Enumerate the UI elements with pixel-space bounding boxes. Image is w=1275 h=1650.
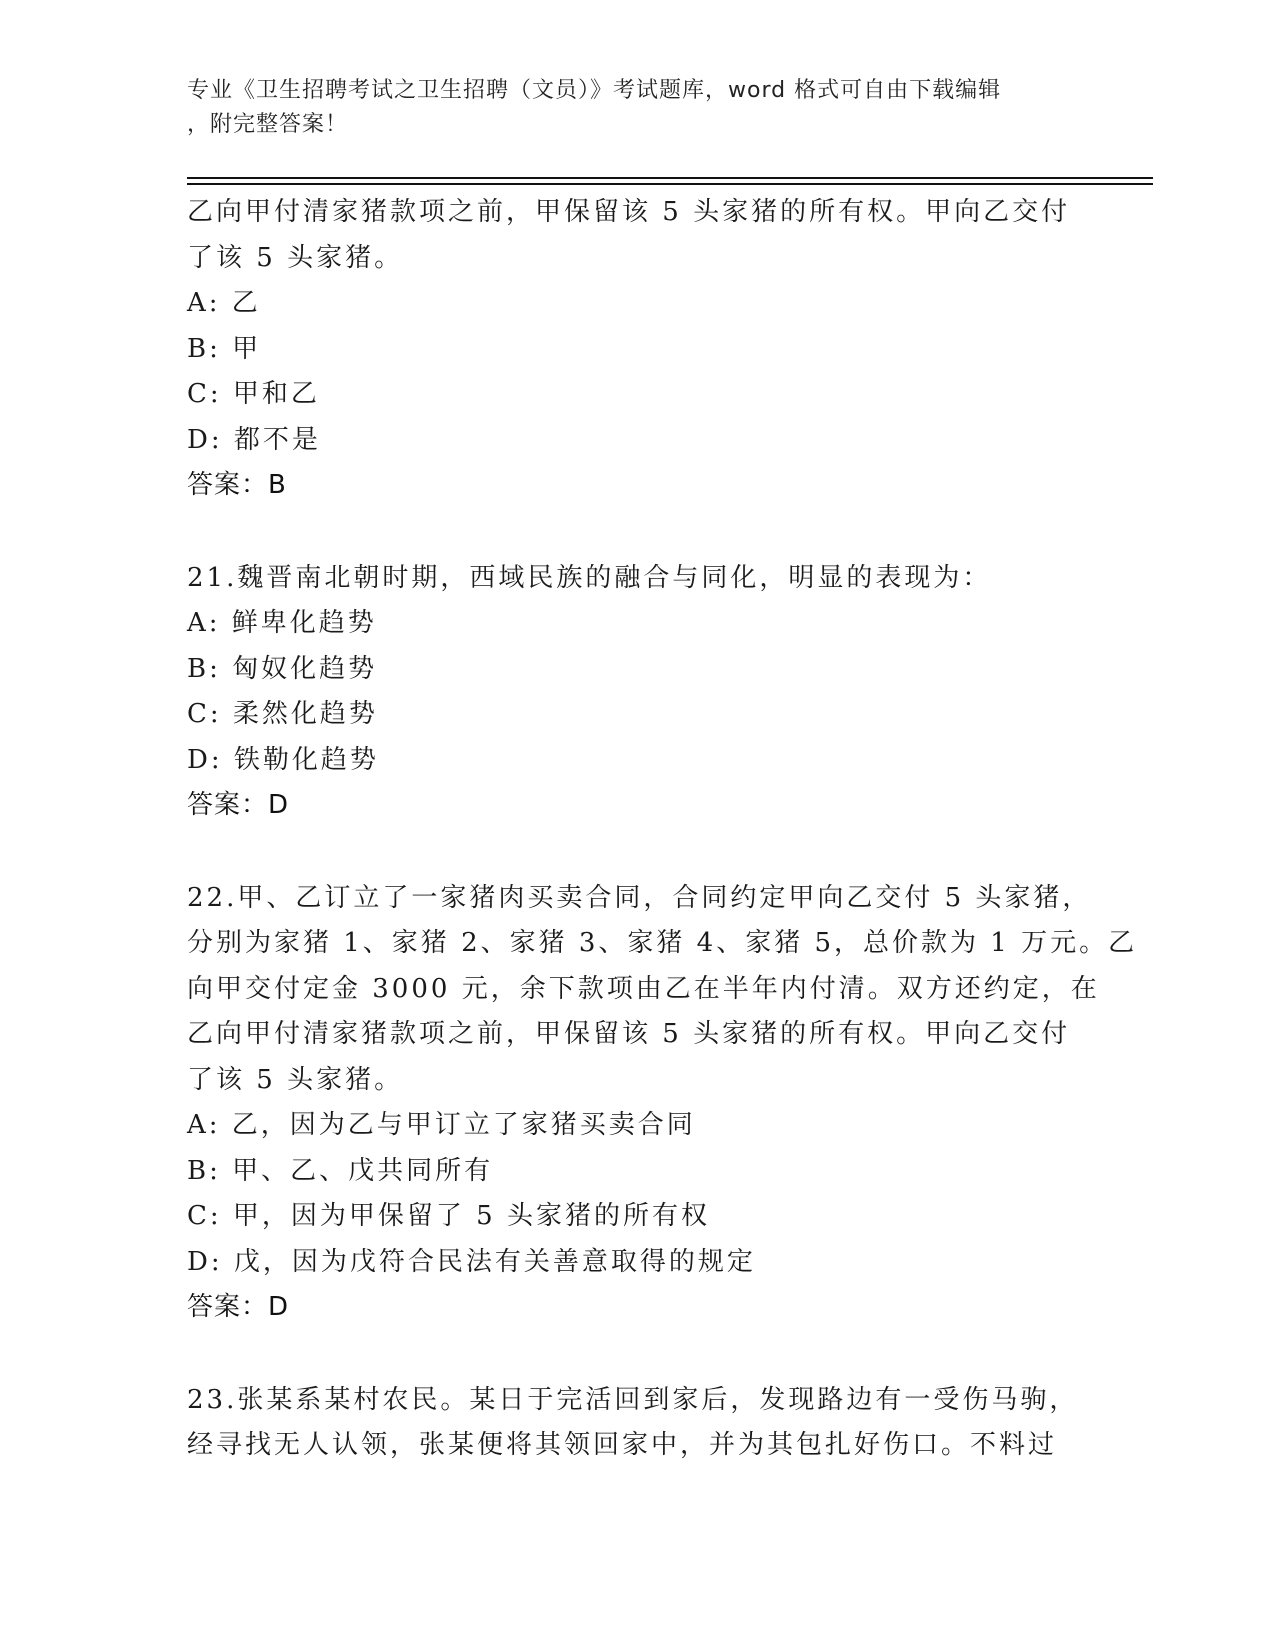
option-c: C: 甲，因为甲保留了 5 头家猪的所有权: [187, 1201, 710, 1231]
question-stem-line: 了该 5 头家猪。: [187, 1064, 404, 1095]
question-22: [187, 876, 1138, 1331]
header-line-2: ，附完整答案！: [187, 112, 349, 137]
option-a: A: 鲜卑化趋势: [187, 608, 377, 638]
header-line-1: 专业《卫生招聘考试之卫生招聘（文员）》考试题库，word 格式可自由下载编辑: [187, 78, 1002, 103]
option-c: C: 柔然化趋势: [187, 699, 378, 729]
question-stem-line: 23.张某系某村农民。某日于完活回到家后，发现路边有一受伤马驹，: [187, 1384, 1079, 1415]
question-stem-line: 向甲交付定金 3000 元，余下款项由乙在半年内付清。双方还约定，在: [187, 973, 1100, 1004]
answer-line: 答案：B: [187, 470, 287, 500]
question-stem-line: 分别为家猪 1、家猪 2、家猪 3、家猪 4、家猪 5，总价款为 1 万元。乙: [187, 928, 1138, 958]
option-b: B: 匈奴化趋势: [187, 653, 378, 684]
question-stem-line: 21.魏晋南北朝时期，西域民族的融合与同化，明显的表现为：: [187, 562, 992, 593]
option-d: D: 铁勒化趋势: [187, 744, 379, 775]
option-b: B: 甲、乙、戊共同所有: [187, 1155, 494, 1186]
question-stem-line: 经寻找无人认领，张某便将其领回家中，并为其包扎好伤口。不料过: [187, 1430, 1058, 1460]
question-stem-line: 乙向甲付清家猪款项之前，甲保留该 5 头家猪的所有权。甲向乙交付: [187, 197, 1071, 227]
header-divider-bottom: [187, 183, 1153, 185]
document-header: [187, 74, 1087, 142]
question-stem-line: 了该 5 头家猪。: [187, 242, 404, 273]
header-divider-top: [187, 177, 1153, 179]
question-stem-line: 22.甲、乙订立了一家猪肉买卖合同，合同约定甲向乙交付 5 头家猪，: [187, 882, 1092, 913]
answer-line: 答案：D: [187, 790, 290, 820]
option-b: B: 甲: [187, 333, 262, 364]
question-stem-line: 乙向甲付清家猪款项之前，甲保留该 5 头家猪的所有权。甲向乙交付: [187, 1019, 1071, 1049]
option-a: A: 乙: [187, 288, 261, 318]
question-list: [187, 190, 1138, 1469]
option-a: A: 乙，因为乙与甲订立了家猪买卖合同: [187, 1110, 696, 1140]
option-d: D: 戊，因为戊符合民法有关善意取得的规定: [187, 1246, 756, 1277]
question-21: [187, 556, 1087, 829]
answer-line: 答案：D: [187, 1292, 290, 1322]
question-23: [187, 1378, 1087, 1469]
question-continued: [187, 190, 1087, 509]
option-c: C: 甲和乙: [187, 379, 320, 409]
option-d: D: 都不是: [187, 424, 321, 455]
